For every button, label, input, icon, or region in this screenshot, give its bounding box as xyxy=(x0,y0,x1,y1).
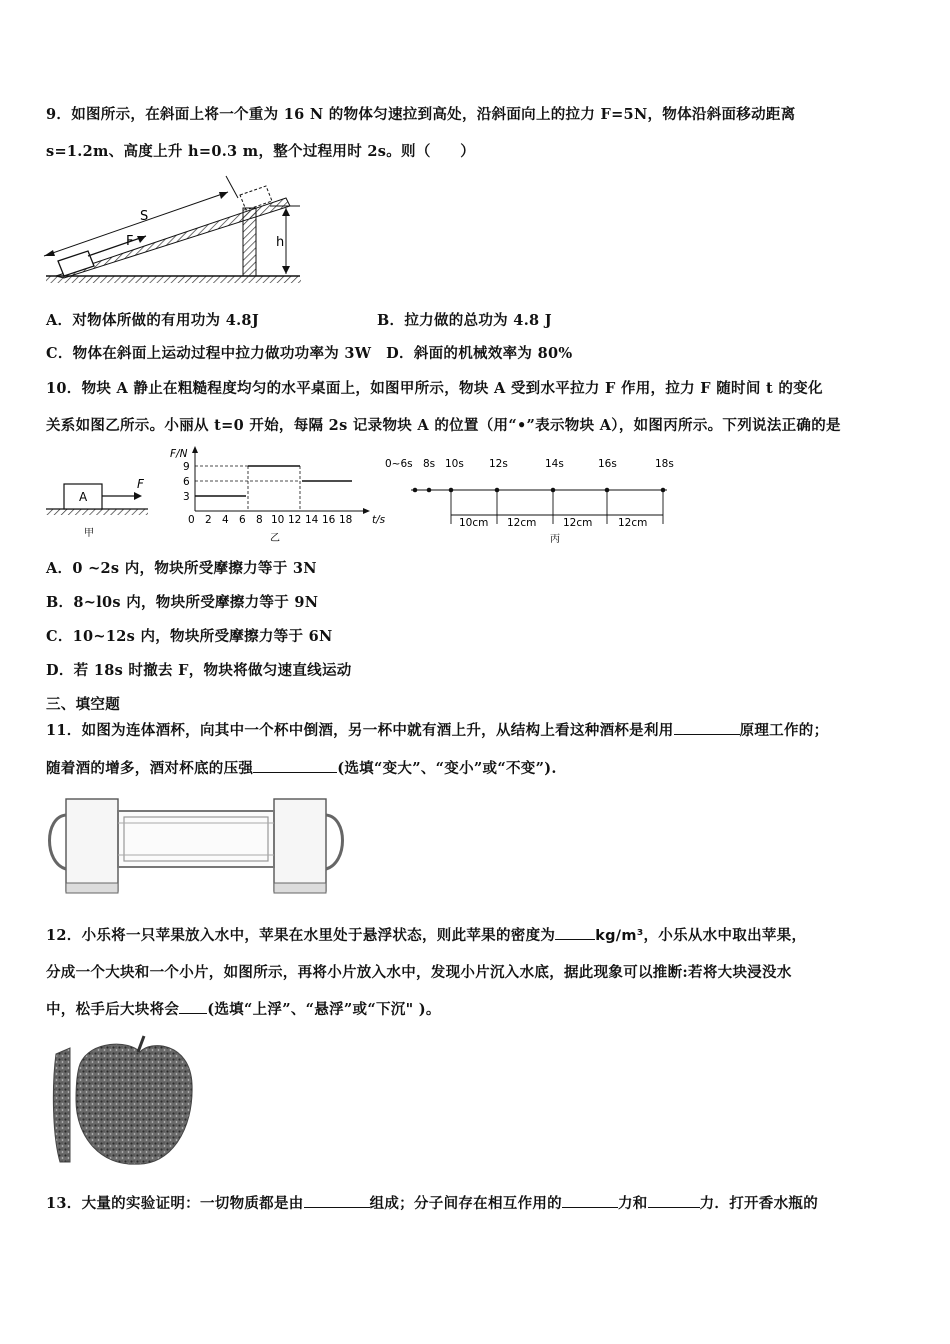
density-unit: kg/m³ xyxy=(595,928,644,944)
fig-jia xyxy=(44,468,154,543)
x-tick: 14 xyxy=(305,514,319,526)
h-label: h xyxy=(276,235,285,250)
distance-label: 12cm xyxy=(563,517,593,529)
connected-wine-cups-image xyxy=(42,793,357,903)
f-label: F xyxy=(126,234,134,249)
x-tick: 16 xyxy=(322,514,336,526)
fig-bing-position-record xyxy=(385,452,685,546)
x-tick: 12 xyxy=(288,514,302,526)
q10-line1: 10．物块 A 静止在粗糙程度均匀的水平桌面上，如图甲所示，物块 A 受到水平拉力 F 作用，拉力 F 随时间 t 的变化 xyxy=(46,380,823,397)
x-tick: 18 xyxy=(339,514,353,526)
answer-blank[interactable] xyxy=(253,758,337,773)
time-label: 10s xyxy=(445,458,464,470)
answer-blank[interactable] xyxy=(562,1193,618,1208)
q12-line3 xyxy=(46,998,441,1019)
q12-text-3a: 中，松手后大块将会 xyxy=(46,1001,180,1018)
q10-option-a: A．0 ~2s 内，物块所受摩擦力等于 3N xyxy=(46,560,317,577)
distance-label: 10cm xyxy=(459,517,489,529)
q9-line1: 9．如图所示，在斜面上将一个重为 16 N 的物体匀速拉到高处，沿斜面向上的拉力 F=5N，物体沿斜面移动距离 xyxy=(46,106,796,123)
time-label: 0~6s xyxy=(385,458,413,470)
x-tick: 6 xyxy=(239,514,246,526)
position-dot xyxy=(427,488,432,493)
x-tick: 2 xyxy=(205,514,212,526)
q13-text-2: 组成；分子间存在相互作用的 xyxy=(369,1195,562,1212)
y-tick: 6 xyxy=(183,476,190,488)
q13-text-1: 13．大量的实验证明：一切物质都是由 xyxy=(46,1195,304,1212)
caption-yi: 乙 xyxy=(270,533,280,544)
q13-text-4: 力．打开香水瓶的 xyxy=(699,1195,818,1212)
x-tick: 10 xyxy=(271,514,285,526)
position-dot xyxy=(413,488,418,493)
time-label: 16s xyxy=(598,458,617,470)
y-tick: 3 xyxy=(183,491,190,503)
q10-option-b: B．8~l0s 内，物块所受摩擦力等于 9N xyxy=(46,594,319,611)
block-a-label: A xyxy=(79,490,88,504)
q12-line2: 分成一个大块和一个小片，如图所示，再将小片放入水中，发现小片沉入水底，据此现象可以推断:若将大块浸没水 xyxy=(46,964,792,981)
y-axis-label: F/N xyxy=(170,448,188,460)
time-label: 14s xyxy=(545,458,564,470)
q11-text-1b: 原理工作的； xyxy=(739,722,829,739)
q13-text-3: 力和 xyxy=(617,1195,648,1212)
answer-blank[interactable] xyxy=(179,999,207,1014)
fig-yi-force-time-graph xyxy=(166,444,396,546)
caption-jia: 甲 xyxy=(84,528,94,539)
time-label: 8s xyxy=(423,458,436,470)
q9-option-b: B．拉力做的总功为 4.8 J xyxy=(377,312,552,329)
q9-option-cd: C．物体在斜面上运动过程中拉力做功功率为 3W D．斜面的机械效率为 80% xyxy=(46,345,573,362)
q12-text-3b: (选填“上浮”、“悬浮”或“下沉" )。 xyxy=(207,1001,441,1018)
answer-blank[interactable] xyxy=(674,720,740,735)
q12-text-1a: 12．小乐将一只苹果放入水中，苹果在水里处于悬浮状态，则此苹果的密度为 xyxy=(46,927,556,944)
q9-option-a: A．对物体所做的有用功为 4.8J xyxy=(46,312,259,329)
x-tick: 4 xyxy=(222,514,229,526)
distance-label: 12cm xyxy=(618,517,648,529)
apple-large-piece xyxy=(76,1044,192,1164)
answer-blank[interactable] xyxy=(555,925,595,940)
q13-line1 xyxy=(46,1192,818,1213)
q9-line2: s=1.2m、高度上升 h=0.3 m，整个过程用时 2s。则（ ） xyxy=(46,143,476,160)
block xyxy=(58,251,94,276)
incline-figure xyxy=(38,168,308,293)
q12-line1 xyxy=(46,924,806,945)
support-pillar xyxy=(243,208,256,276)
x-axis-label: t/s xyxy=(372,514,386,526)
apple-image xyxy=(52,1034,202,1170)
q12-text-1b: ，小乐从水中取出苹果， xyxy=(643,927,807,944)
q10-line2: 关系如图乙所示。小丽从 t=0 开始，每隔 2s 记录物块 A 的位置（用“•”表示物块 A），如图丙所示。下列说法正确的是 xyxy=(46,417,841,434)
q11-text-1a: 11．如图为连体酒杯，向其中一个杯中倒酒，另一杯中就有酒上升，从结构上看这种酒杯是利用 xyxy=(46,722,674,739)
q10-option-c: C．10~12s 内，物块所受摩擦力等于 6N xyxy=(46,628,333,645)
s-label: S xyxy=(140,209,149,224)
y-tick: 9 xyxy=(183,461,190,473)
answer-blank[interactable] xyxy=(648,1193,700,1208)
answer-blank[interactable] xyxy=(304,1193,370,1208)
time-label: 12s xyxy=(489,458,508,470)
x-tick: 8 xyxy=(256,514,263,526)
section-heading: 三、填空题 xyxy=(46,696,120,713)
force-label: F xyxy=(137,477,144,491)
q10-option-d: D．若 18s 时撤去 F，物块将做匀速直线运动 xyxy=(46,662,352,679)
q11-text-2b: (选填“变大”、“变小”或“不变”). xyxy=(337,760,557,777)
x-tick: 0 xyxy=(188,514,195,526)
q11-text-2a: 随着酒的增多，酒对杯底的压强 xyxy=(46,760,254,777)
time-label: 18s xyxy=(655,458,674,470)
apple-slice xyxy=(53,1048,70,1162)
ground-hatch xyxy=(46,276,301,283)
q11-line1 xyxy=(46,719,828,740)
q11-line2 xyxy=(46,757,557,778)
caption-bing: 丙 xyxy=(550,534,560,545)
distance-label: 12cm xyxy=(507,517,537,529)
